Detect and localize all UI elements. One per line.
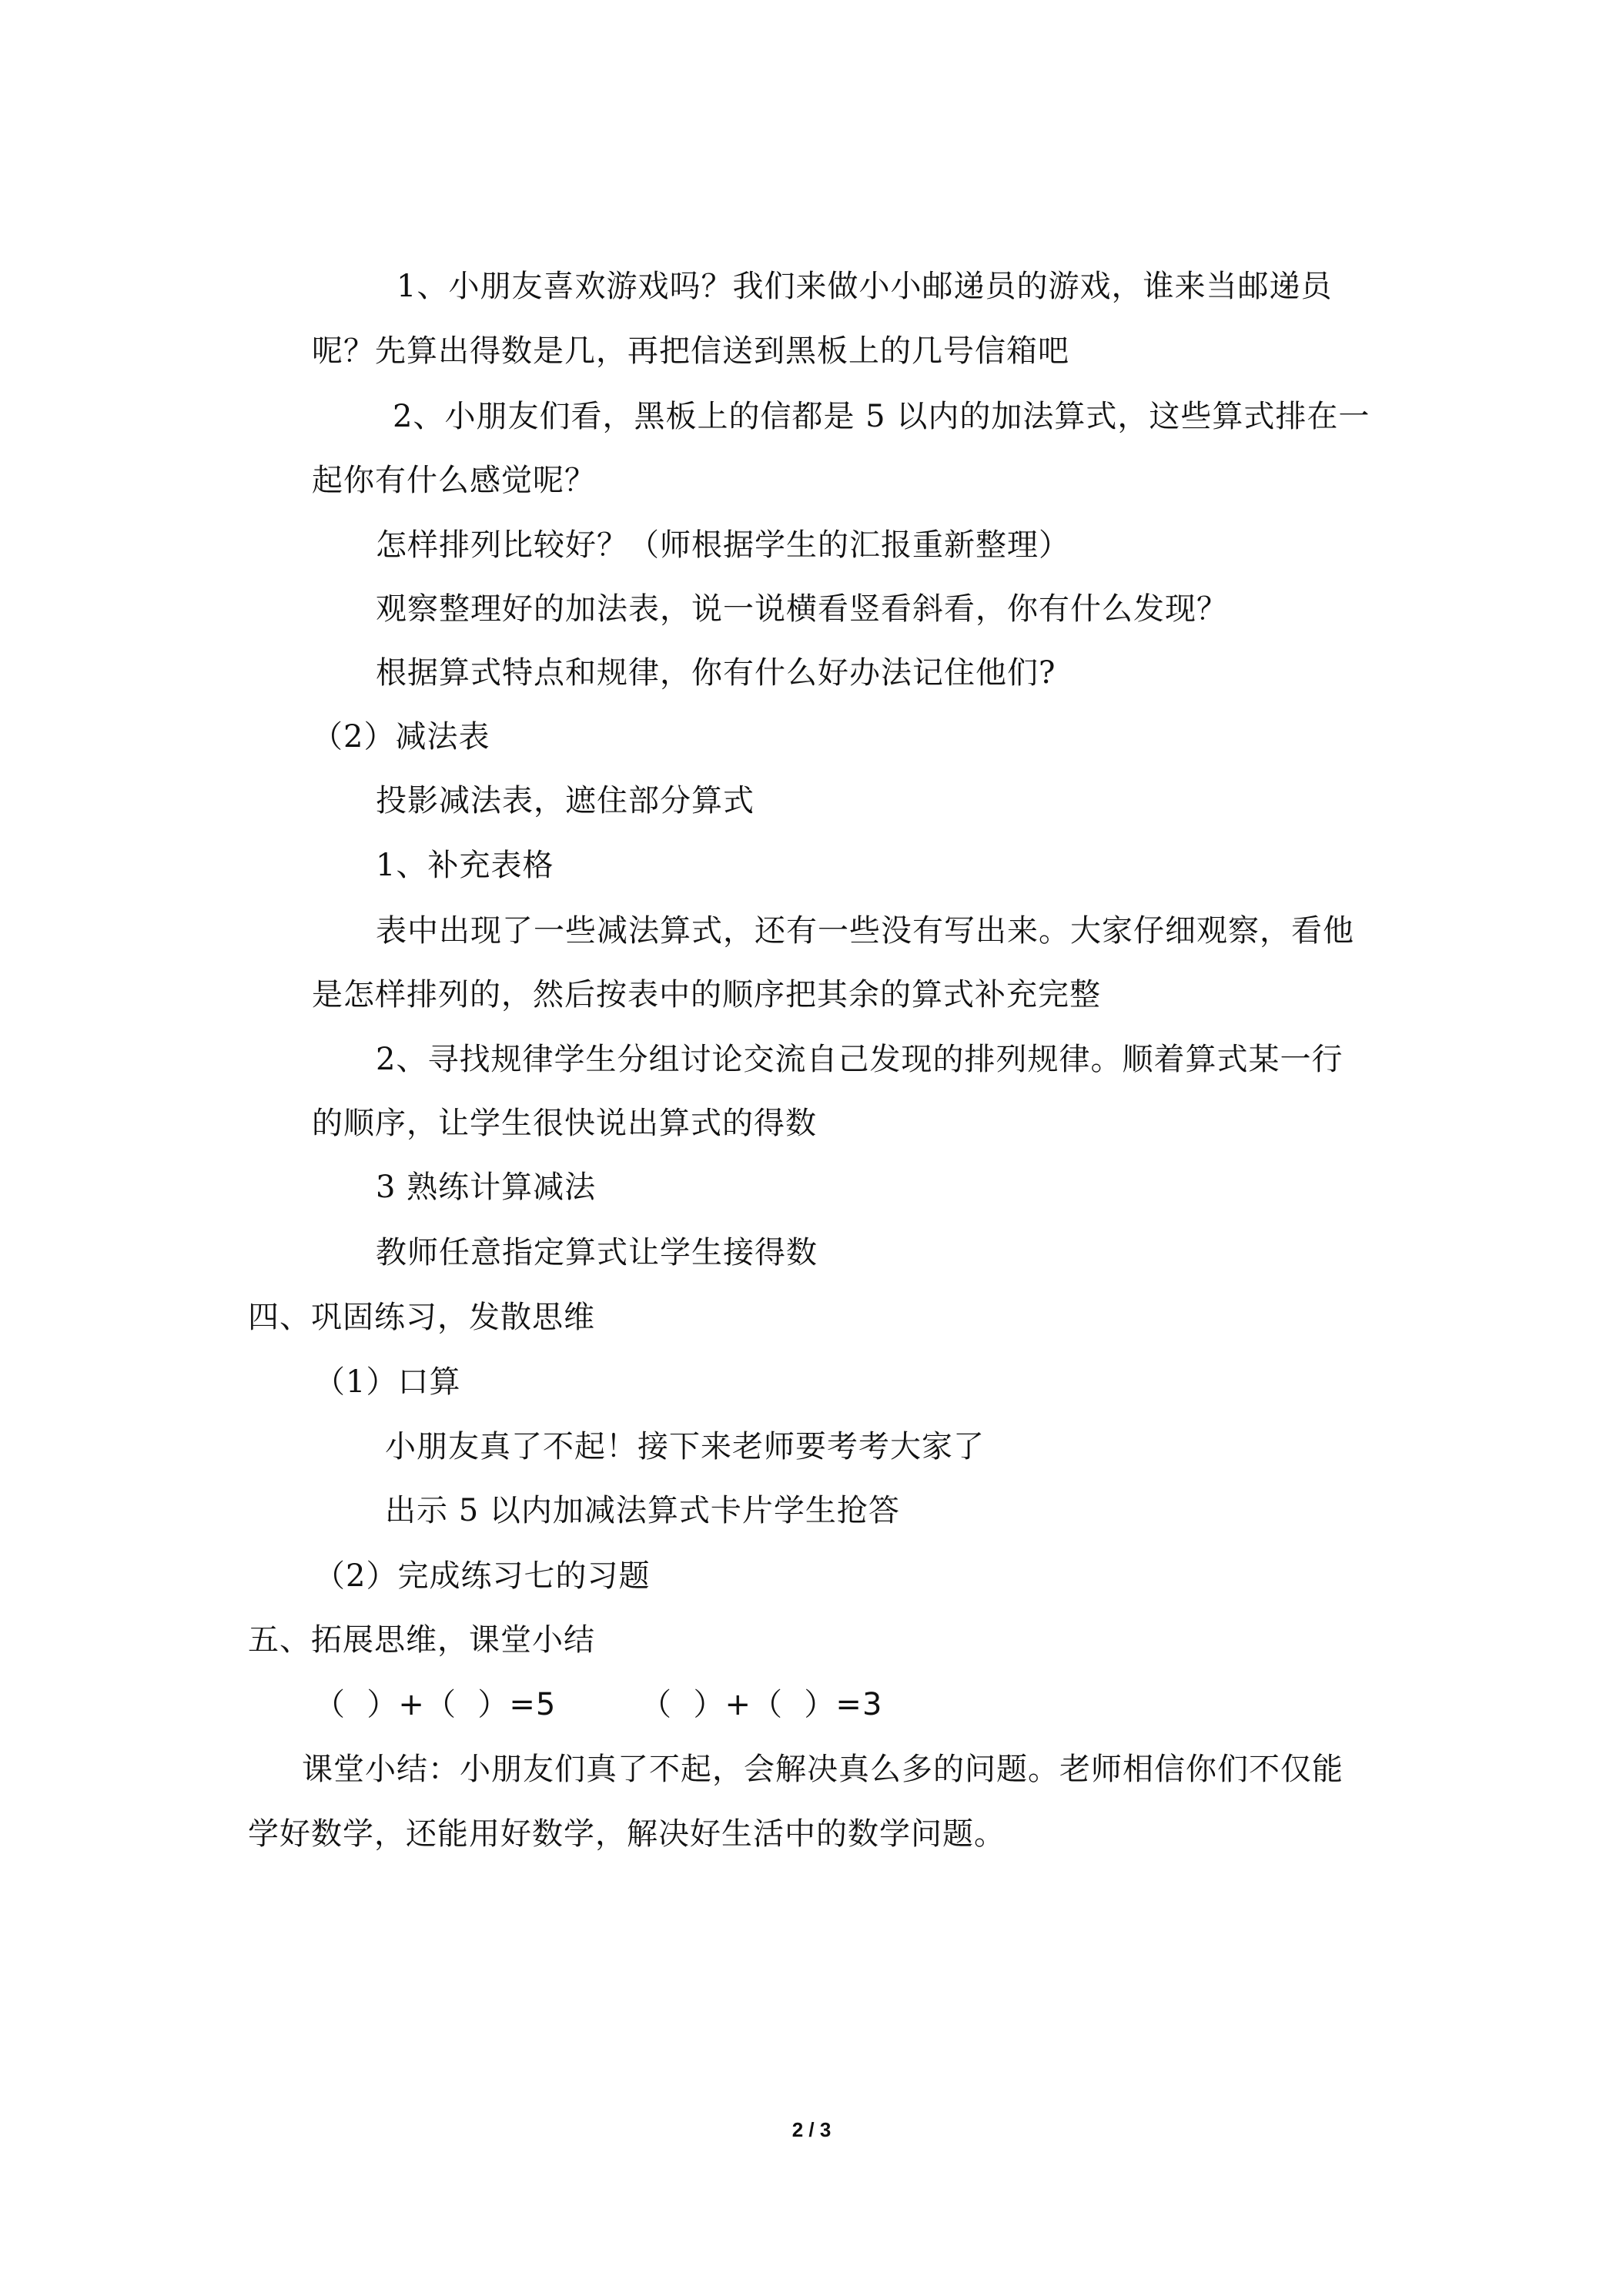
paragraph-line: 3 熟练计算减法 (376, 1170, 597, 1205)
paragraph-line: 2、寻找规律学生分组讨论交流自己发现的排列规律。顺着算式某一行 (376, 1042, 1344, 1077)
paragraph-line: 2、小朋友们看，黑板上的信都是 5 以内的加法算式，这些算式排在一 (393, 399, 1370, 434)
section-heading: 五、拓展思维，课堂小结 (248, 1622, 595, 1658)
equation-line: （ ）+（ ）=5 （ ）+（ ）=3 (314, 1687, 883, 1722)
section-heading: 四、巩固练习，发散思维 (248, 1300, 595, 1335)
paragraph-line: 教师任意指定算式让学生接得数 (376, 1235, 818, 1270)
page-number: 2 / 3 (791, 2118, 832, 2141)
subsection-heading: （2）完成练习七的习题 (314, 1558, 651, 1594)
paragraph-line: 课堂小结：小朋友们真了不起，会解决真么多的问题。老师相信你们不仅能 (302, 1752, 1344, 1787)
paragraph-line: 起你有什么感觉呢？ (312, 463, 596, 498)
paragraph-line: 小朋友真了不起！接下来老师要考考大家了 (385, 1429, 985, 1464)
paragraph-line: 呢？先算出得数是几，再把信送到黑板上的几号信箱吧 (312, 333, 1069, 369)
paragraph-line: 表中出现了一些减法算式，还有一些没有写出来。大家仔细观察，看他 (376, 913, 1354, 949)
subsection-heading: （1）口算 (314, 1364, 461, 1400)
paragraph-line: 是怎样排列的，然后按表中的顺序把其余的算式补充完整 (312, 977, 1101, 1012)
paragraph-line: 1、小朋友喜欢游戏吗？我们来做小小邮递员的游戏，谁来当邮递员 (397, 269, 1333, 304)
paragraph-line: 学好数学，还能用好数学，解决好生活中的数学问题。 (248, 1816, 1006, 1852)
paragraph-line: 1、补充表格 (376, 848, 554, 883)
paragraph-line: 观察整理好的加法表，说一说横看竖看斜看，你有什么发现？ (376, 591, 1228, 627)
paragraph-line: 出示 5 以内加减法算式卡片学生抢答 (385, 1493, 900, 1528)
paragraph-line: 怎样排列比较好？（师根据学生的汇报重新整理） (376, 527, 1070, 563)
paragraph-line: 投影减法表，遮住部分算式 (376, 783, 755, 818)
paragraph-line: 的顺序，让学生很快说出算式的得数 (312, 1106, 817, 1141)
paragraph-line: 根据算式特点和规律，你有什么好办法记住他们? (376, 655, 1056, 691)
section-heading: （2）减法表 (312, 719, 490, 755)
